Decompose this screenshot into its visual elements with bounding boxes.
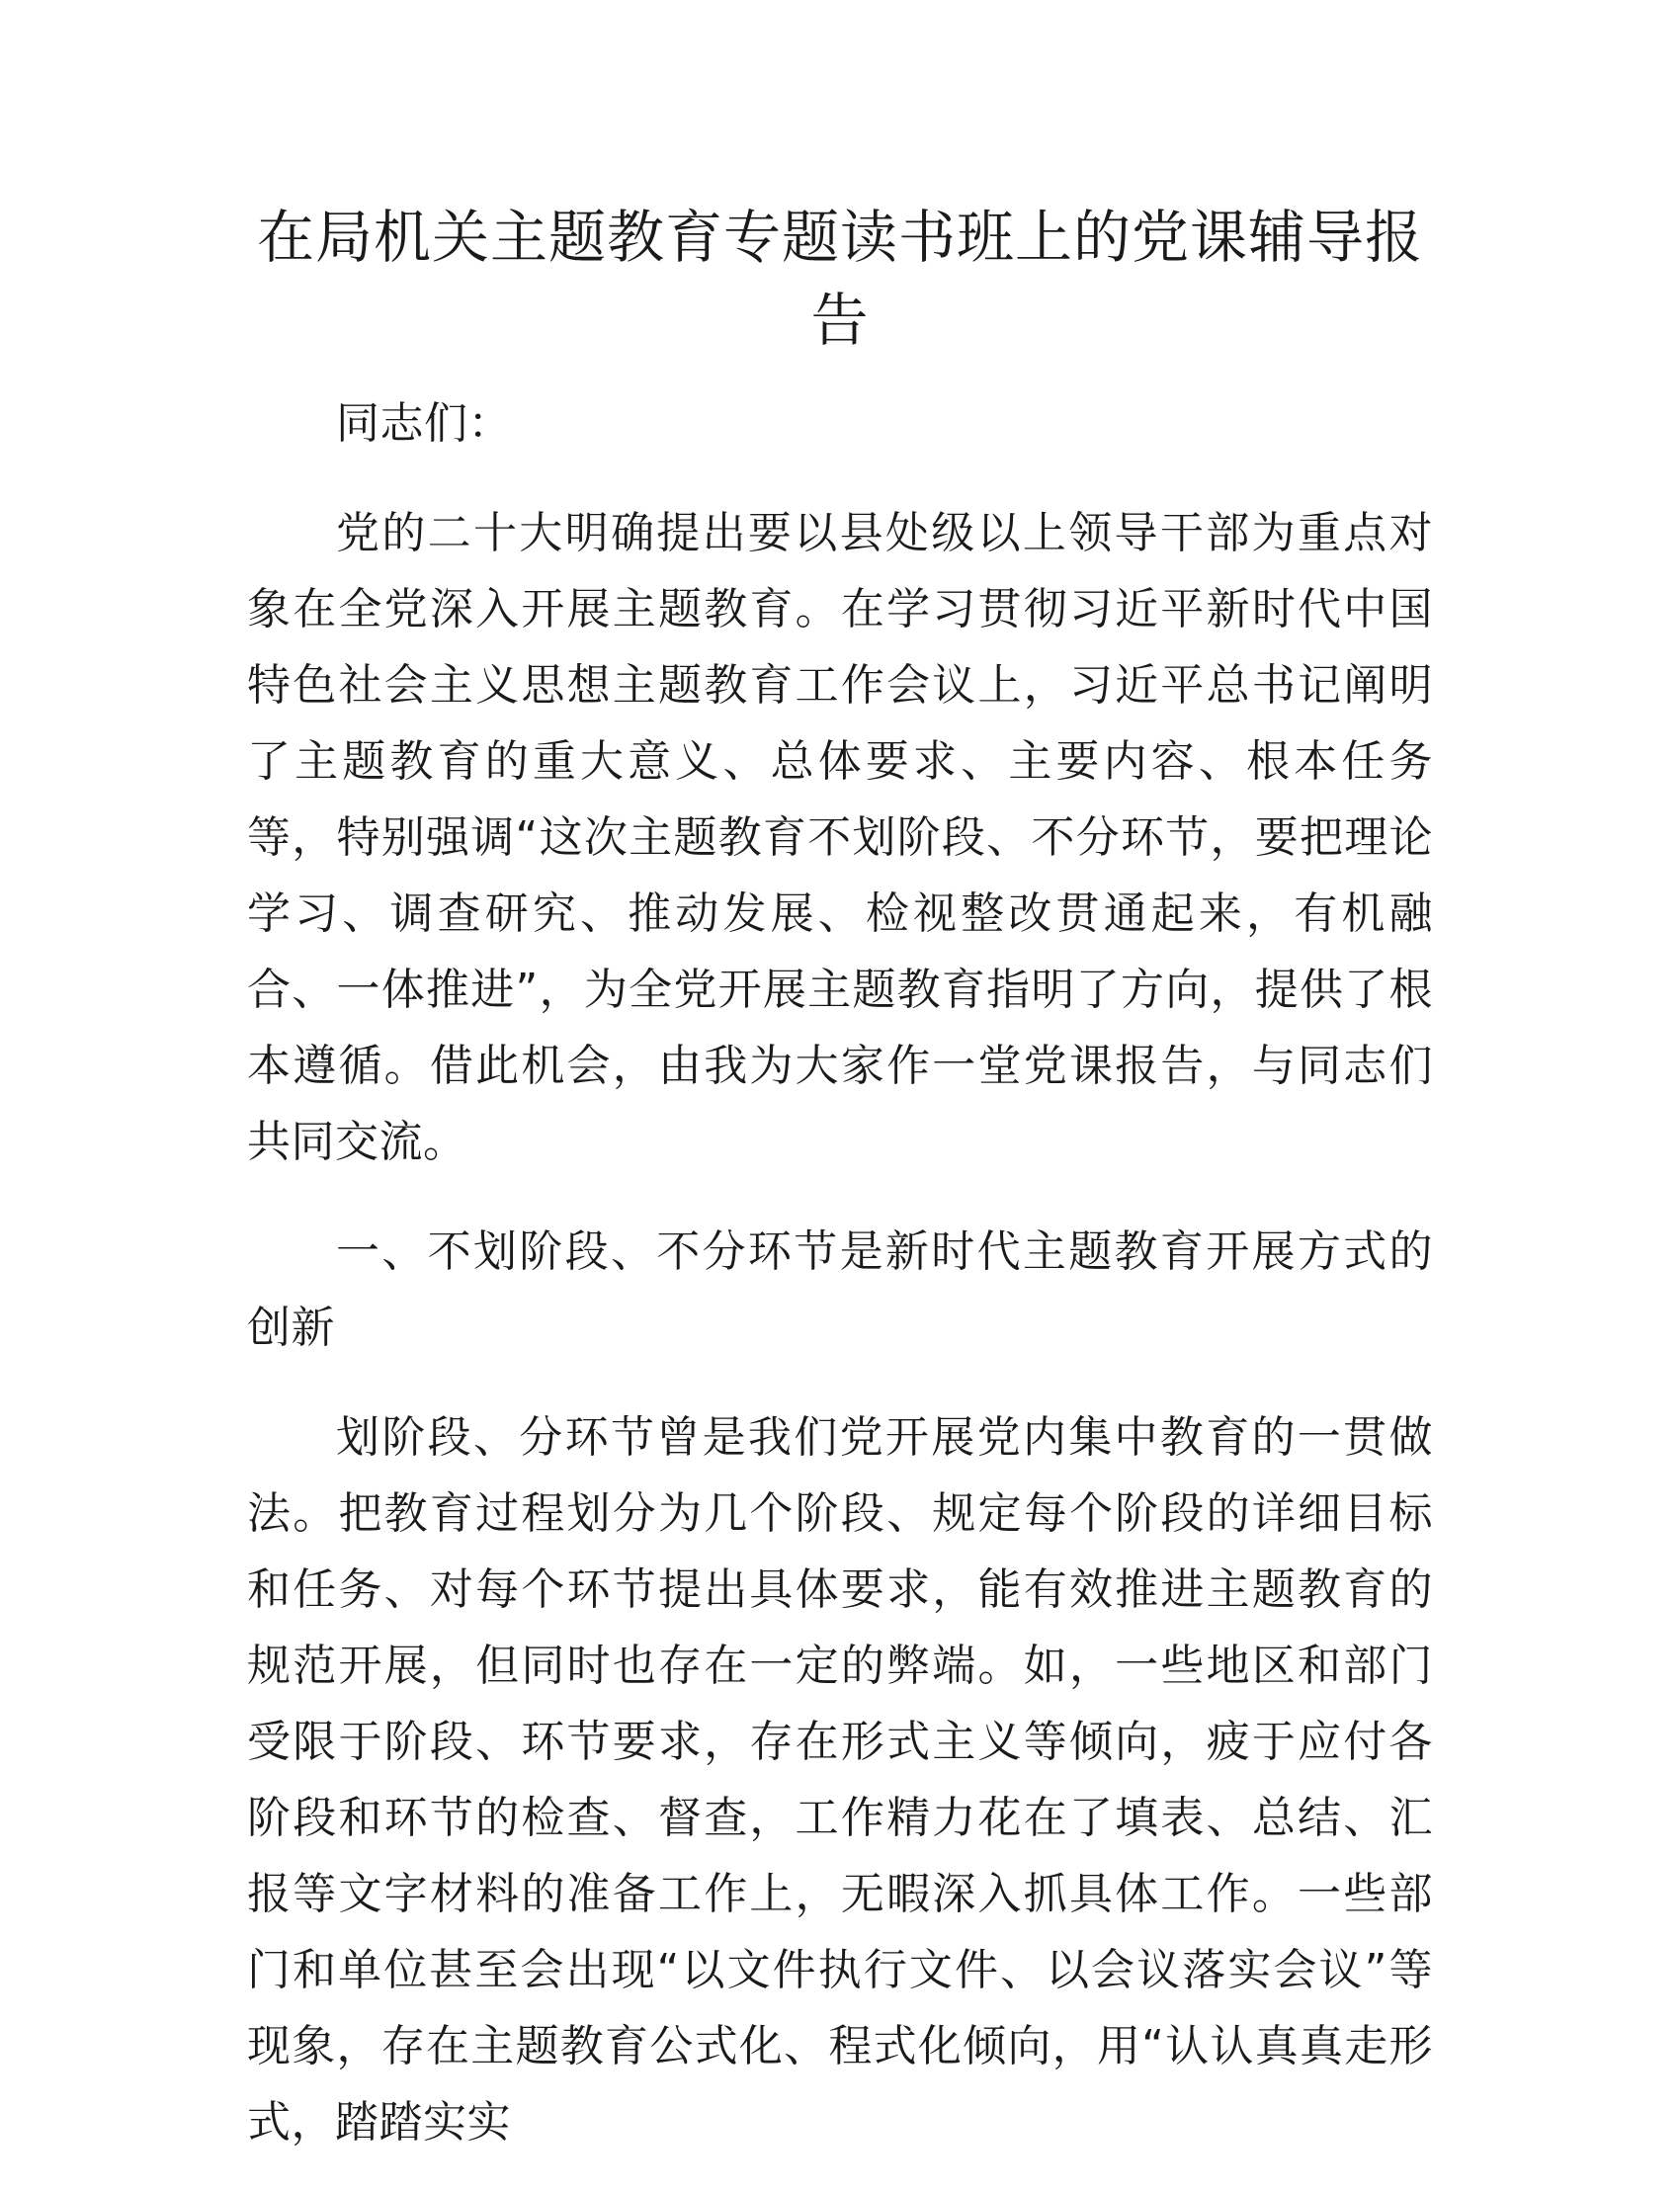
greeting-paragraph: 同志们： [336,398,512,449]
document-title: 在局机关主题教育专题读书班上的党课辅导报告 [256,204,1423,354]
document-body [247,385,1433,2194]
section-heading-1: 一、不划阶段、不分环节是新时代主题教育开展方式的创新 [247,1226,1433,1353]
intro-paragraph: 党的二十大明确提出要以县处级以上领导干部为重点对象在全党深入开展主题教育。在学习贯彻习近平新时代中国特色社会主义思想主题教育工作会议上，习近平总书记阐明了主题教育的重大意义、总体要求、主要内容、根本任务等，特别强调“这次主题教育不划阶段、不分环节，要把理论学习、调查研究、推动发展、检视整改贯通起来，有机融合、一体推进”，为全党开展主题教育指明了方向，提供了根本遵循。借此机会，由我为大家作一堂党课报告，与同志们共同交流。 [247,508,1433,1167]
section-1-paragraph: 划阶段、分环节曾是我们党开展党内集中教育的一贯做法。把教育过程划分为几个阶段、规定每个阶段的详细目标和任务、对每个环节提出具体要求，能有效推进主题教育的规范开展，但同时也存在一定的弊端。如，一些地区和部门受限于阶段、环节要求，存在形式主义等倾向，疲于应付各阶段和环节的检查、督查，工作精力花在了填表、总结、汇报等文字材料的准备工作上，无暇深入抓具体工作。一些部门和单位甚至会出现“以文件执行文件、以会议落实会议”等现象，存在主题教育公式化、程式化倾向，用“认认真真走形式，踏踏实实 [247,1412,1433,2148]
